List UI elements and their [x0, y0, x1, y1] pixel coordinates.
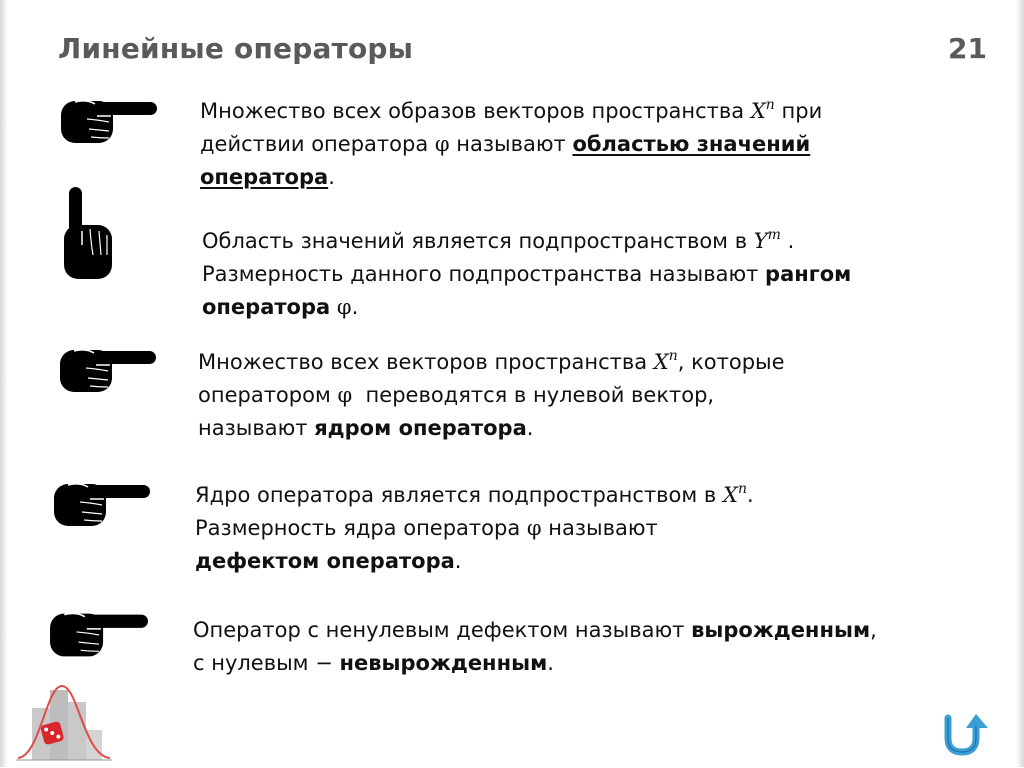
- text-span: с нулевым −: [193, 651, 340, 675]
- slide-left-edge: [0, 0, 8, 767]
- text-span: , которые: [677, 350, 785, 374]
- math-phi: φ: [434, 132, 450, 156]
- math-var: [723, 483, 747, 507]
- text-span: .: [547, 651, 554, 675]
- term-operator: оператора: [202, 295, 331, 319]
- text-span: переводятся в нулевой вектор,: [352, 383, 715, 407]
- degenerate-definition: [193, 614, 877, 680]
- defect-definition: [195, 479, 754, 578]
- math-phi: φ: [526, 516, 542, 540]
- term-degenerate: вырожденным: [691, 618, 871, 642]
- slide-right-edge: [1016, 0, 1024, 767]
- text-span: Ядро оператора является подпространством в: [195, 483, 723, 507]
- pointing-hand-icon: [58, 98, 160, 146]
- text-span: называют: [541, 516, 658, 540]
- text-line: [198, 346, 785, 379]
- term-operator: оператора: [200, 165, 329, 189]
- text-line: [200, 128, 822, 161]
- return-arrow-icon[interactable]: [938, 712, 996, 760]
- math-superscript: m: [767, 227, 781, 243]
- text-span: при: [774, 99, 823, 123]
- pointing-hand-icon: [48, 610, 150, 660]
- math-phi: φ: [336, 295, 352, 319]
- math-var: [754, 229, 781, 253]
- pointing-up-hand-icon: [60, 185, 116, 281]
- text-line: [198, 412, 785, 445]
- text-span: .: [746, 483, 754, 507]
- text-span: называют: [198, 416, 315, 440]
- math-symbol: X: [722, 483, 738, 507]
- slide-title: Линейные операторы: [58, 32, 414, 65]
- math-symbol: X: [750, 99, 766, 123]
- text-span: ,: [870, 618, 877, 642]
- kernel-definition: [198, 346, 785, 445]
- text-line: [193, 647, 877, 680]
- math-superscript: n: [668, 348, 678, 364]
- text-span: .: [351, 295, 359, 319]
- text-line: [195, 512, 754, 545]
- text-span: Оператор с ненулевым дефектом называют: [193, 618, 692, 642]
- pointing-hand-icon: [58, 347, 158, 395]
- text-span: .: [328, 165, 335, 189]
- math-symbol: X: [653, 350, 669, 374]
- text-line: [195, 545, 754, 578]
- range-definition: [200, 95, 822, 194]
- math-superscript: n: [765, 97, 775, 113]
- text-line: [202, 225, 851, 258]
- text-line: [202, 258, 851, 291]
- text-span: называют: [449, 132, 573, 156]
- text-line: [193, 614, 877, 647]
- term-range: областью значений: [572, 132, 811, 156]
- text-line: [202, 291, 851, 324]
- page-number: 21: [948, 32, 987, 65]
- probability-dice-logo-icon: [10, 680, 116, 768]
- text-span: действии оператора: [200, 132, 435, 156]
- text-span: Множество всех векторов пространства: [198, 350, 654, 374]
- math-phi: φ: [337, 383, 353, 407]
- text-span: Размерность данного подпространства называют: [202, 262, 766, 286]
- term-defect: дефектом оператора: [195, 549, 455, 573]
- text-span: .: [526, 416, 534, 440]
- text-line: [198, 379, 785, 412]
- text-span: Область значений является подпространством в: [202, 229, 754, 253]
- text-span: .: [454, 549, 462, 573]
- math-superscript: n: [737, 481, 747, 497]
- text-line: [200, 161, 822, 194]
- math-var: [654, 350, 678, 374]
- term-kernel: ядром оператора: [314, 416, 527, 440]
- rank-definition: [202, 225, 851, 324]
- text-span: Множество всех образов векторов пространства: [200, 99, 751, 123]
- text-span: оператором: [198, 383, 338, 407]
- term-nondegenerate: невырожденным: [339, 651, 548, 675]
- math-symbol: Y: [753, 229, 768, 253]
- math-var: [751, 99, 775, 123]
- text-line: [195, 479, 754, 512]
- text-span: .: [780, 229, 795, 253]
- pointing-hand-icon: [52, 481, 152, 529]
- term-rank: рангом: [765, 262, 852, 286]
- text-line: [200, 95, 822, 128]
- text-span: Размерность ядра оператора: [195, 516, 527, 540]
